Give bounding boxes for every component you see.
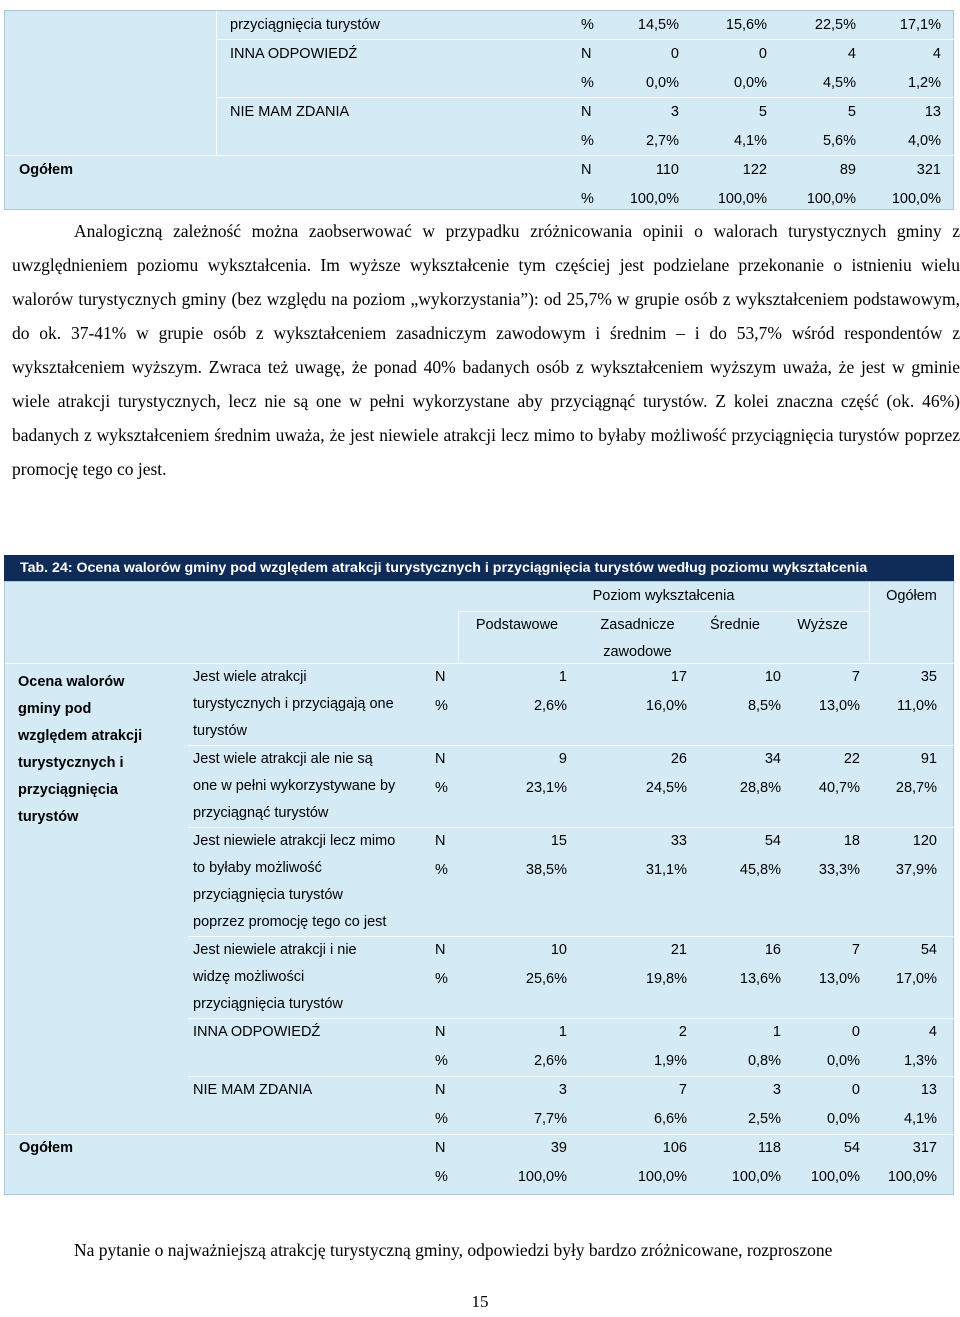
value-cell: 40,7%	[818, 780, 860, 796]
value-cell: 33,3%	[818, 862, 860, 878]
value-cell: 5	[847, 104, 856, 120]
value-cell: 5	[758, 104, 767, 120]
value-cell: 0,0%	[645, 75, 679, 91]
value-cell: 25,6%	[525, 971, 567, 987]
value-cell: 4,0%	[907, 133, 941, 149]
value-cell: 22,5%	[814, 17, 856, 33]
table-row-percent	[5, 965, 953, 994]
stat-label: N	[435, 1024, 446, 1040]
value-cell: 0,0%	[733, 75, 767, 91]
table-row-count	[5, 1018, 953, 1047]
value-cell: 110	[655, 162, 679, 178]
value-cell: 13,6%	[739, 971, 781, 987]
header-col-zawodowe: zawodowe	[603, 644, 672, 660]
value-cell: 1,3%	[903, 1053, 937, 1069]
value-cell: 21	[670, 942, 687, 958]
value-cell: 28,7%	[895, 780, 937, 796]
header-total: Ogółem	[886, 588, 937, 604]
stat-label: N	[581, 162, 592, 178]
value-cell: 35	[920, 669, 937, 685]
table-row-count	[5, 663, 953, 692]
header-education-level: Poziom wykształcenia	[592, 588, 735, 604]
value-cell: 9	[558, 751, 567, 767]
value-cell: 2,6%	[533, 1053, 567, 1069]
table-row-count	[5, 936, 953, 965]
value-cell: 1	[772, 1024, 781, 1040]
value-cell: 54	[920, 942, 937, 958]
value-cell: 10	[550, 942, 567, 958]
stat-label: %	[581, 75, 594, 91]
stat-label: %	[435, 1111, 448, 1127]
value-cell: 91	[920, 751, 937, 767]
value-cell: 2	[678, 1024, 687, 1040]
value-cell: 1	[558, 669, 567, 685]
answer-label: NIE MAM ZDANIA	[193, 1082, 313, 1098]
value-cell: 24,5%	[645, 780, 687, 796]
page-number: 15	[471, 1292, 489, 1311]
value-cell: 14,5%	[637, 17, 679, 33]
value-cell: 0	[758, 46, 767, 62]
table-row	[5, 69, 953, 98]
table-row-count	[5, 1076, 953, 1105]
value-cell: 28,8%	[739, 780, 781, 796]
table-caption-text: Tab. 24: Ocena walorów gminy pod względem atrakcji turystycznych i przyciągnięcia turystów według poziomu wykształcenia	[20, 560, 868, 576]
value-cell: 321	[916, 162, 941, 178]
value-cell: 120	[912, 833, 937, 849]
row-label: INNA ODPOWIEDŹ	[230, 46, 358, 62]
table-row	[5, 127, 953, 156]
value-cell: 38,5%	[525, 862, 567, 878]
table-row-percent	[5, 692, 953, 721]
stat-label: N	[435, 833, 446, 849]
table-row-count	[5, 1134, 953, 1163]
table-row	[5, 40, 953, 69]
value-cell: 4,1%	[903, 1111, 937, 1127]
table-row	[5, 185, 953, 214]
value-cell: 5,6%	[822, 133, 856, 149]
table-row-percent	[5, 774, 953, 803]
stat-label: %	[435, 862, 448, 878]
value-cell: 15	[550, 833, 567, 849]
value-cell: 16,0%	[645, 698, 687, 714]
value-cell: 4	[932, 46, 941, 62]
value-cell: 11,0%	[896, 698, 937, 714]
value-cell: 13	[924, 104, 941, 120]
table-row	[5, 11, 953, 40]
closing-line: Na pytanie o najważniejszą atrakcję turystyczną gminy, odpowiedzi były bardzo zróżnicowane, rozproszone	[74, 1240, 833, 1260]
table-row-percent	[5, 1105, 953, 1134]
value-cell: 17,1%	[899, 17, 941, 33]
stat-label: %	[435, 971, 448, 987]
stat-label: N	[581, 104, 592, 120]
answer-label: Jest wiele atrakcji turystycznych i przyciągają one turystów	[193, 669, 394, 739]
stat-label: N	[435, 1082, 446, 1098]
value-cell: 3	[558, 1082, 567, 1098]
value-cell: 3	[670, 104, 679, 120]
table-continuation	[4, 10, 954, 210]
table-row-count	[5, 827, 953, 856]
education-table	[4, 581, 954, 1195]
answer-label: Jest niewiele atrakcji lecz mimo to byłaby możliwość przyciągnięcia turystów poprzez promocję tego co jest	[193, 833, 396, 930]
stat-label: N	[581, 46, 592, 62]
row-label: przyciągnięcia turystów	[230, 17, 380, 33]
answer-label: INNA ODPOWIEDŹ	[193, 1024, 321, 1040]
value-cell: 4	[847, 46, 856, 62]
value-cell: 7,7%	[533, 1111, 567, 1127]
value-cell: 17	[670, 669, 687, 685]
value-cell: 54	[764, 833, 781, 849]
table-row-count	[5, 745, 953, 774]
stat-label: %	[581, 17, 594, 33]
table-caption	[4, 555, 954, 581]
value-cell: 4,5%	[822, 75, 856, 91]
value-cell: 100,0%	[517, 1169, 567, 1185]
value-cell: 7	[678, 1082, 687, 1098]
value-cell: 17,0%	[895, 971, 937, 987]
header-col-srednie: Średnie	[710, 617, 760, 633]
total-label: Ogółem	[19, 1140, 73, 1156]
table-row-percent	[5, 856, 953, 885]
value-cell: 16	[764, 942, 781, 958]
value-cell: 7	[851, 669, 860, 685]
stat-label: %	[435, 698, 448, 714]
value-cell: 0,0%	[826, 1053, 860, 1069]
stat-label: %	[581, 191, 594, 207]
value-cell: 34	[764, 751, 781, 767]
value-cell: 15,6%	[725, 17, 767, 33]
value-cell: 100,0%	[717, 191, 767, 207]
value-cell: 100,0%	[887, 1169, 937, 1185]
table-row	[5, 98, 953, 127]
value-cell: 26	[670, 751, 687, 767]
row-group-label: Ogółem	[19, 162, 73, 178]
value-cell: 0	[851, 1024, 860, 1040]
stat-label: %	[581, 133, 594, 149]
value-cell: 118	[757, 1140, 781, 1156]
value-cell: 33	[670, 833, 687, 849]
value-cell: 1,9%	[653, 1053, 687, 1069]
value-cell: 100,0%	[891, 191, 941, 207]
value-cell: 122	[742, 162, 767, 178]
value-cell: 317	[912, 1140, 937, 1156]
value-cell: 45,8%	[739, 862, 781, 878]
value-cell: 39	[550, 1140, 567, 1156]
value-cell: 23,1%	[525, 780, 567, 796]
value-cell: 0	[851, 1082, 860, 1098]
stat-label: N	[435, 942, 446, 958]
table-row-percent	[5, 1163, 953, 1192]
value-cell: 37,9%	[895, 862, 937, 878]
value-cell: 13	[920, 1082, 937, 1098]
value-cell: 31,1%	[645, 862, 687, 878]
value-cell: 13,0%	[818, 698, 860, 714]
value-cell: 100,0%	[810, 1169, 860, 1185]
stat-label: %	[435, 1053, 448, 1069]
stat-label: %	[435, 780, 448, 796]
value-cell: 100,0%	[629, 191, 679, 207]
value-cell: 0	[670, 46, 679, 62]
body-paragraph: Analogiczną zależność można zaobserwować w przypadku zróżnicowania opinii o walorach turystycznych gminy z uwzględnieniem poziomu wykształcenia. Im wyższe wykształcenie tym częściej jest podzielane przekonanie o istnieniu wielu walorów turystycznych gminy (bez względu na poziom „wykorzystania”): od 25,7% w grupie osób z wykształceniem podstawowym, do ok. 37-41% w grupie osób z wykształceniem zasadniczym zawodowym i średnim – i do 53,7% wśród respondentów z wykształceniem wyższym. Zwraca też uwagę, że ponad 40% badanych osób z wykształceniem wyższym uważa, że jest w gminie wiele atrakcji turystycznych, lecz nie są one w pełni wykorzystane aby przyciągnąć turystów. Z kolei znaczna część (ok. 46%) badanych z wykształceniem średnim uważa, że jest niewiele atrakcji lecz mimo to byłaby możliwość przyciągnięcia turystów poprzez promocję tego co jest.	[12, 221, 960, 479]
value-cell: 0,8%	[747, 1053, 781, 1069]
value-cell: 1	[558, 1024, 567, 1040]
header-col-zasadnicze: Zasadnicze	[600, 617, 675, 633]
answer-label: Jest wiele atrakcji ale nie są one w pełni wykorzystywane by przyciągnąć turystów	[193, 751, 396, 821]
stat-label: N	[435, 751, 446, 767]
row-label: NIE MAM ZDANIA	[230, 104, 350, 120]
value-cell: 18	[843, 833, 860, 849]
value-cell: 100,0%	[637, 1169, 687, 1185]
table-row-percent	[5, 1047, 953, 1076]
value-cell: 2,6%	[533, 698, 567, 714]
header-col-wyzsze: Wyższe	[797, 617, 848, 633]
value-cell: 106	[662, 1140, 687, 1156]
value-cell: 6,6%	[653, 1111, 687, 1127]
value-cell: 54	[843, 1140, 860, 1156]
header-col-podstawowe: Podstawowe	[475, 617, 559, 633]
stat-label: N	[435, 1140, 446, 1156]
value-cell: 8,5%	[747, 698, 781, 714]
value-cell: 1,2%	[907, 75, 941, 91]
value-cell: 4	[928, 1024, 937, 1040]
answer-label: Jest niewiele atrakcji i nie widzę możliwości przyciągnięcia turystów	[193, 942, 357, 1012]
value-cell: 19,8%	[645, 971, 687, 987]
stat-label: %	[435, 1169, 448, 1185]
value-cell: 4,1%	[733, 133, 767, 149]
stat-label: N	[435, 669, 446, 685]
value-cell: 7	[851, 942, 860, 958]
value-cell: 0,0%	[826, 1111, 860, 1127]
value-cell: 3	[772, 1082, 781, 1098]
value-cell: 10	[764, 669, 781, 685]
value-cell: 2,7%	[645, 133, 679, 149]
value-cell: 100,0%	[731, 1169, 781, 1185]
value-cell: 89	[839, 162, 856, 178]
table-row	[5, 156, 953, 185]
row-group-label: Ocena walorów gminy pod względem atrakcji turystycznych i przyciągnięcia turystów	[18, 674, 143, 825]
value-cell: 13,0%	[818, 971, 860, 987]
value-cell: 2,5%	[747, 1111, 781, 1127]
value-cell: 22	[843, 751, 860, 767]
value-cell: 100,0%	[806, 191, 856, 207]
